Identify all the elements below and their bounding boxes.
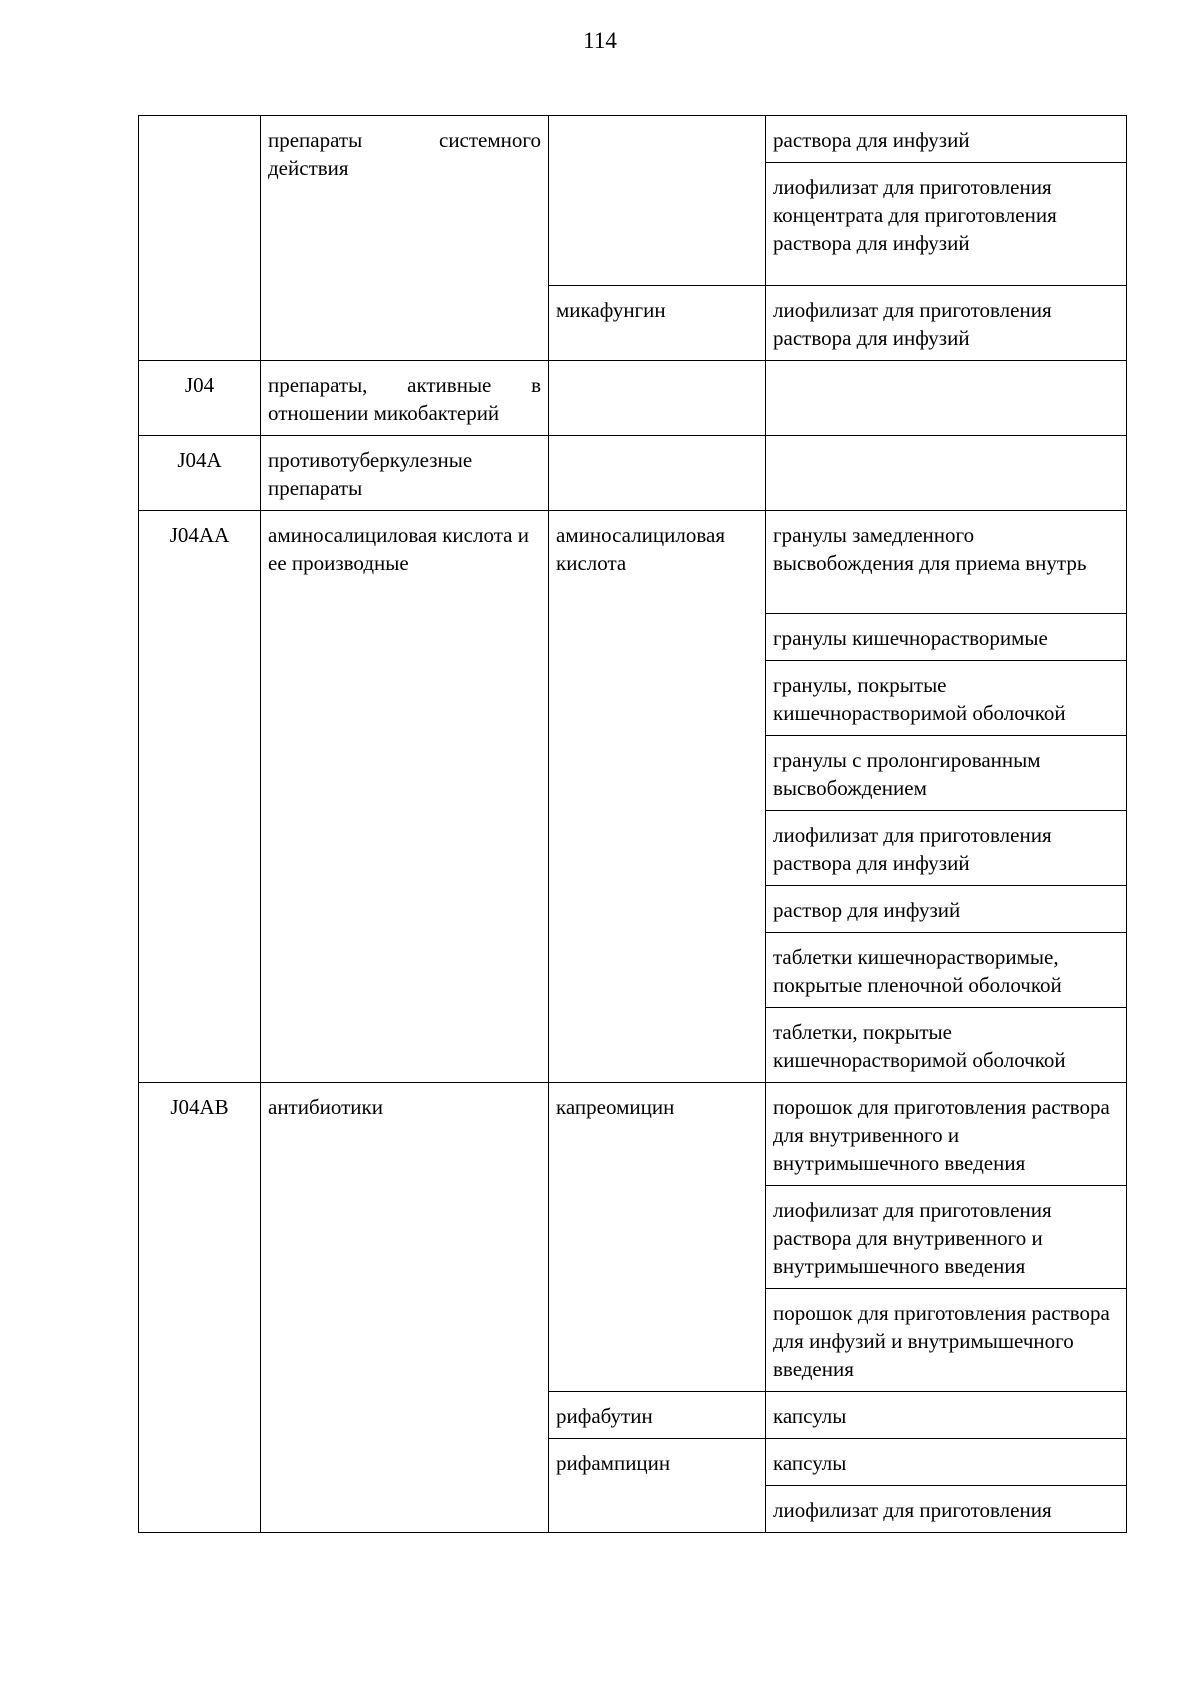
drug-name-cell: рифампицин <box>549 1439 766 1533</box>
dosage-form-cell: лиофилизат для приготовления раствора для инфузий <box>766 286 1127 361</box>
dosage-form-cell: капсулы <box>766 1439 1127 1486</box>
group-name-cell: препараты, активные в отношении микобактерий <box>261 361 549 436</box>
atc-code-cell: J04 <box>139 361 261 436</box>
atc-code-cell: J04AA <box>139 511 261 1083</box>
dosage-form-cell: раствор для инфузий <box>766 886 1127 933</box>
drug-name-cell: микафунгин <box>549 286 766 361</box>
dosage-form-cell <box>766 436 1127 511</box>
atc-code-cell: J04AB <box>139 1083 261 1533</box>
dosage-form-cell: раствора для инфузий <box>766 116 1127 163</box>
dosage-form-cell: порошок для приготовления раствора для внутривенного и внутримышечного введения <box>766 1083 1127 1186</box>
dosage-form-cell: гранулы замедленного высвобождения для приема внутрь <box>766 511 1127 614</box>
dosage-form-cell: лиофилизат для приготовления концентрата для приготовления раствора для инфузий <box>766 163 1127 286</box>
drug-name-cell <box>549 361 766 436</box>
dosage-form-cell: лиофилизат для приготовления <box>766 1486 1127 1533</box>
dosage-form-cell: гранулы кишечнорастворимые <box>766 614 1127 661</box>
drug-name-cell: рифабутин <box>549 1392 766 1439</box>
table-row <box>139 361 1127 436</box>
atc-code-cell <box>139 116 261 361</box>
table-row <box>139 436 1127 511</box>
dosage-form-cell: лиофилизат для приготовления раствора для внутривенного и внутримышечного введения <box>766 1186 1127 1289</box>
drug-table <box>138 115 1127 1533</box>
dosage-form-cell: таблетки кишечнорастворимые, покрытые пленочной оболочкой <box>766 933 1127 1008</box>
drug-name-cell <box>549 116 766 286</box>
dosage-form-cell: таблетки, покрытые кишечнорастворимой оболочкой <box>766 1008 1127 1083</box>
dosage-form-cell: порошок для приготовления раствора для инфузий и внутримышечного введения <box>766 1289 1127 1392</box>
drug-name-cell: аминосалициловая кислота <box>549 511 766 1083</box>
table-row <box>139 511 1127 614</box>
drug-name-cell <box>549 436 766 511</box>
atc-code-cell: J04A <box>139 436 261 511</box>
dosage-form-cell <box>766 361 1127 436</box>
dosage-form-cell: лиофилизат для приготовления раствора для инфузий <box>766 811 1127 886</box>
group-name-cell: антибиотики <box>261 1083 549 1533</box>
dosage-form-cell: капсулы <box>766 1392 1127 1439</box>
drug-name-cell: капреомицин <box>549 1083 766 1392</box>
group-name-cell: противотуберкулезные препараты <box>261 436 549 511</box>
table-row <box>139 116 1127 163</box>
dosage-form-cell: гранулы с пролонгированным высвобождением <box>766 736 1127 811</box>
dosage-form-cell: гранулы, покрытые кишечнорастворимой оболочкой <box>766 661 1127 736</box>
group-name-cell: препараты системного действия <box>261 116 549 361</box>
table-row <box>139 1083 1127 1186</box>
group-name-cell: аминосалициловая кислота и ее производные <box>261 511 549 1083</box>
page-number: 114 <box>583 28 617 53</box>
